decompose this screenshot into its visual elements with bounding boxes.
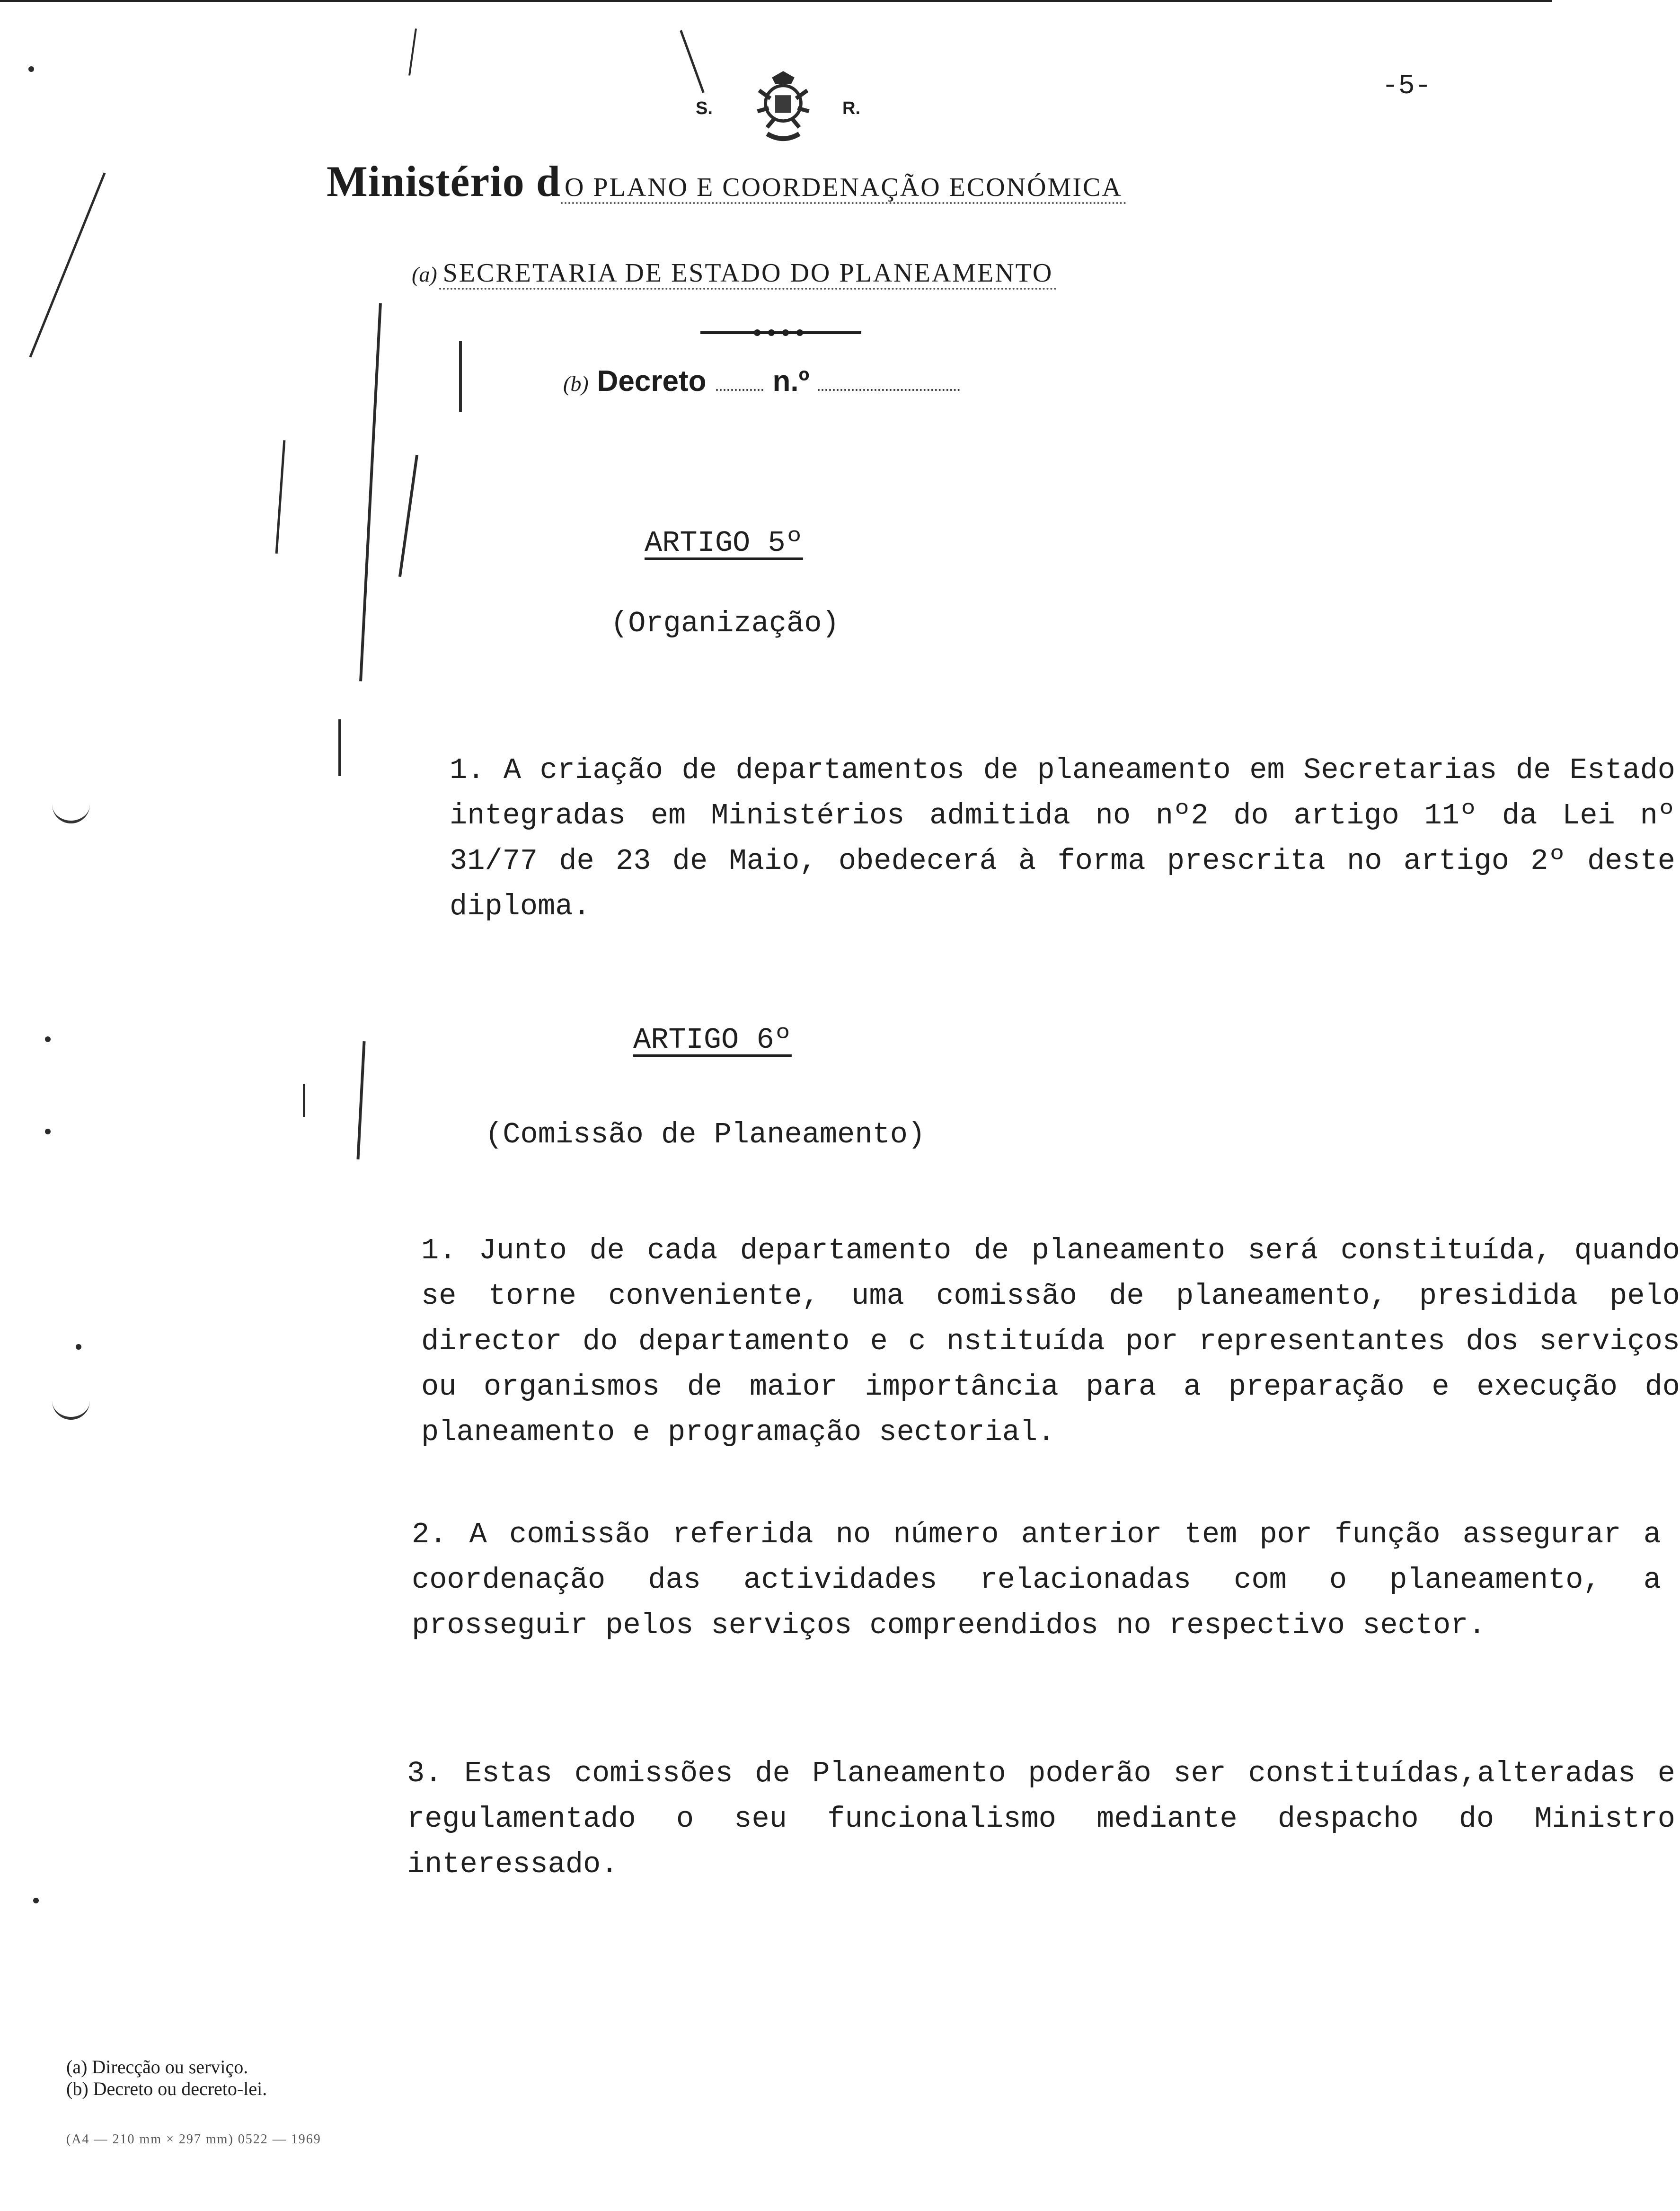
- pen-stroke-mark: [459, 341, 462, 412]
- pen-stroke-mark: [408, 28, 417, 76]
- pen-stroke-mark: [356, 1041, 365, 1159]
- scan-edge-curve: [52, 1401, 90, 1420]
- note-b-marker: (b): [563, 371, 589, 396]
- artigo-6-paragraph-1: 1. Junto de cada departamento de planeamento será constituída, quando se torne conveniente, uma comissão de planeamento, presidida pelo director do departamento e c nstituída por representantes dos serviços ou organismos de maior importância para a preparação e execução do planeamento e programação sectorial.: [421, 1234, 1680, 1449]
- artigo-6-title: ARTIGO 6º: [633, 1023, 792, 1057]
- form-print-code: (A4 — 210 mm × 297 mm) 0522 — 1969: [66, 2132, 321, 2147]
- seal-letter-left: S.: [696, 98, 713, 118]
- top-edge-rule: [0, 0, 1552, 2]
- pen-stroke-mark: [275, 440, 286, 554]
- header-ornament: [700, 326, 861, 340]
- secretaria-name: SECRETARIA DE ESTADO DO PLANEAMENTO: [439, 258, 1057, 290]
- seal-letter-right: R.: [842, 98, 860, 118]
- secretaria-line: [412, 258, 1057, 288]
- artigo-5-paragraph-1: 1. A criação de departamentos de planeamento em Secretarias de Estado integradas em Ministérios admitida no nº2 do artigo 11º da Lei nº 31/77 de 23 de Maio, obedecerá à forma prescrita no artigo 2º deste diploma.: [450, 753, 1675, 923]
- artigo-6-subtitle: (Comissão de Planeamento): [485, 1118, 926, 1151]
- scan-edge-curve: [52, 805, 90, 823]
- scan-dot: [76, 1344, 81, 1350]
- scan-dot: [33, 1898, 39, 1903]
- letterhead-seal: [681, 57, 909, 151]
- decreto-label: Decreto: [597, 365, 707, 398]
- note-a-marker: (a): [412, 262, 437, 286]
- decreto-line: [563, 364, 960, 398]
- decreto-type-blank: [716, 370, 763, 391]
- ministry-line: [327, 156, 1126, 206]
- artigo-5-subtitle: (Organização): [610, 607, 840, 640]
- ministry-name: O PLANO E COORDENAÇÃO ECONÓMICA: [561, 173, 1126, 204]
- footnotes: [66, 2056, 267, 2100]
- pen-stroke-mark: [303, 1084, 305, 1117]
- decreto-number-blank: [818, 370, 960, 391]
- scan-dot: [45, 1129, 51, 1134]
- scan-dot: [45, 1036, 51, 1042]
- artigo-6-paragraph-2: 2. A comissão referida no número anterior tem por função assegurar a coordenação das actividades relacionadas com o planeamento, a prosseguir pelos serviços compreendidos no respectivo sector.: [412, 1518, 1661, 1642]
- artigo-6-paragraph-3: 3. Estas comissões de Planeamento poderão ser constituídas,alteradas e regulamentado o seu funcionalismo mediante despacho do Ministro interessado.: [407, 1757, 1675, 1881]
- pen-stroke-mark: [359, 303, 382, 681]
- numero-label: n.º: [772, 365, 810, 398]
- footnote-a: (a) Direcção ou serviço.: [66, 2056, 248, 2078]
- pen-stroke-mark: [338, 719, 341, 776]
- pen-stroke-mark: [29, 172, 106, 357]
- footnote-b: (b) Decreto ou decreto-lei.: [66, 2078, 267, 2099]
- page-number: -5-: [1382, 71, 1432, 102]
- artigo-5-title: ARTIGO 5º: [645, 526, 803, 560]
- ministry-printed-prefix: Ministério d: [327, 157, 561, 205]
- coat-of-arms-emblem: [743, 66, 823, 147]
- pen-stroke-mark: [398, 455, 418, 577]
- scan-dot: [28, 66, 34, 72]
